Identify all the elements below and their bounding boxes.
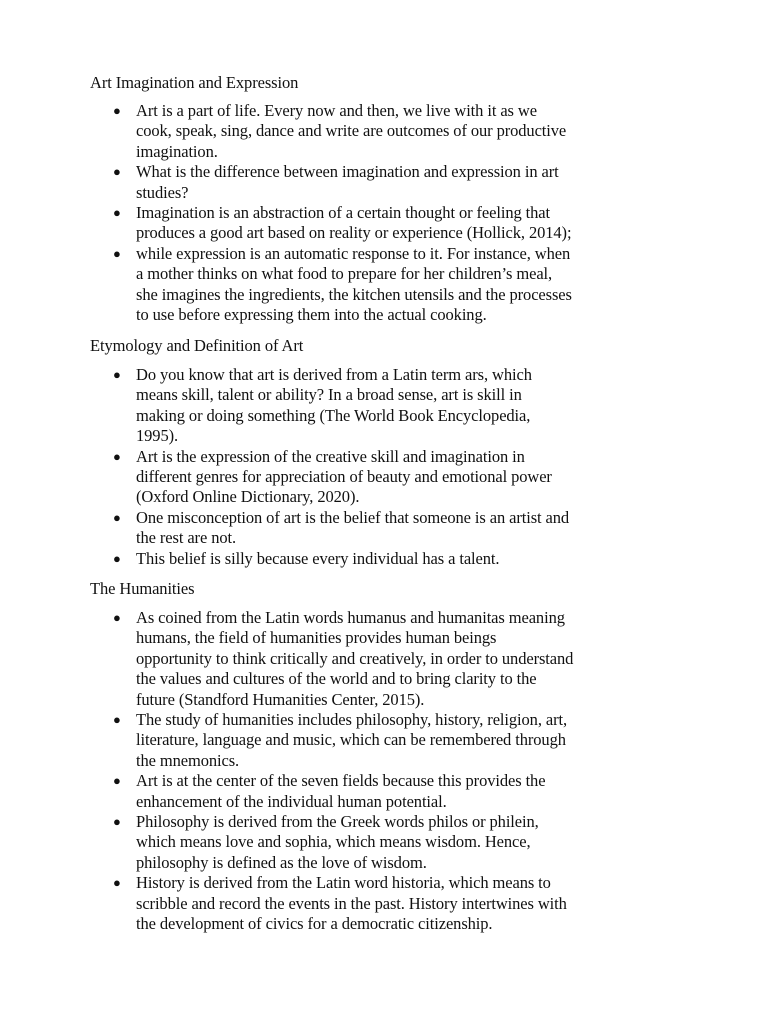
list-item: ● What is the difference between imagination and expression in art studies? <box>113 162 559 202</box>
section-heading-humanities: The Humanities <box>90 579 195 598</box>
bullet-icon: ● <box>113 712 121 728</box>
bullet-icon: ● <box>113 367 121 382</box>
section-heading-art-imagination: Art Imagination and Expression <box>90 73 299 92</box>
list-item: ● This belief is silly because every individual has a talent. <box>113 548 500 568</box>
bullet-icon: ● <box>113 814 121 830</box>
list-item: ● Art is the expression of the creative skill and imagination in different genres for appreciation of beauty and emotional power (Oxford Online Dictionary, 2020). <box>113 446 552 507</box>
list-item: ● One misconception of art is the belief that someone is an artist and the rest are not. <box>113 507 570 548</box>
bullet-list-etymology <box>113 365 569 569</box>
list-item: ● Art is at the center of the seven fields because this provides the enhancement of the individual human potential. <box>113 771 546 811</box>
bullet-list-humanities <box>113 608 573 935</box>
list-item: ● History is derived from the Latin word historia, which means to scribble and record the events in the past. History intertwines with the development of civics for a democratic citizenship. <box>113 873 567 934</box>
section-heading-etymology: Etymology and Definition of Art <box>90 336 304 355</box>
bullet-icon: ● <box>113 164 121 180</box>
bullet-icon: ● <box>113 773 121 789</box>
list-item: ● Art is a part of life. Every now and then, we live with it as we cook, speak, sing, dance and write are outcomes of our productive imagination. <box>113 101 567 161</box>
list-item: ● The study of humanities includes philosophy, history, religion, art, literature, language and music, which can be remembered through the mnemonics. <box>113 710 567 770</box>
bullet-icon: ● <box>113 610 121 625</box>
list-item: ● As coined from the Latin words humanus and humanitas meaning humans, the field of humanities provides human beings opportunity to think critically and creatively, in order to understand the values and cultures of the world and to bring clarity to the future (Standford Humanities Center, 2015). <box>113 608 574 709</box>
bullet-icon: ● <box>113 245 121 261</box>
bullet-icon: ● <box>113 509 121 525</box>
bullet-list-art-imagination <box>113 101 572 325</box>
bullet-icon: ● <box>113 448 121 464</box>
bullet-icon: ● <box>113 875 121 891</box>
list-item: ● Philosophy is derived from the Greek words philos or philein, which means love and sophia, which means wisdom. Hence, philosophy is defined as the love of wisdom. <box>113 812 539 872</box>
list-item: ● Do you know that art is derived from a Latin term ars, which means skill, talent or ability? In a broad sense, art is skill in making or doing something (The World Book Encyclopedia, 1995). <box>113 365 532 446</box>
list-item: ● while expression is an automatic response to it. For instance, when a mother thinks on what food to prepare for her children’s meal, she imagines the ingredients, the kitchen utensils and the processes to use before expressing them into the actual cooking. <box>113 243 572 325</box>
list-item: ● Imagination is an abstraction of a certain thought or feeling that produces a good art based on reality or experience (Hollick, 2014); <box>113 203 572 243</box>
bullet-icon: ● <box>113 550 121 566</box>
bullet-icon: ● <box>113 103 121 118</box>
bullet-icon: ● <box>113 205 121 221</box>
